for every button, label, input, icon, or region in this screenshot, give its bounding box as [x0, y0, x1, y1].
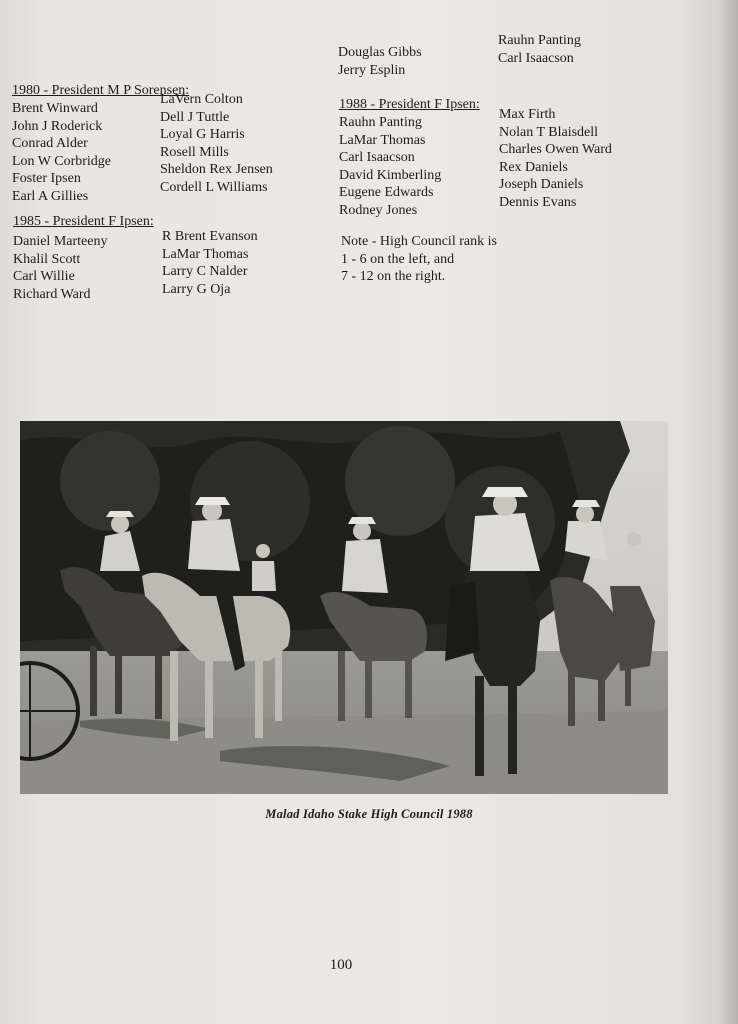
council-member: R Brent Evanson [162, 229, 258, 244]
section-1988-left-column [339, 114, 441, 219]
high-council-photo [20, 421, 668, 794]
council-member: Loyal G Harris [160, 127, 245, 142]
council-member: Max Firth [499, 107, 556, 122]
section-1980-heading: 1980 - President M P Sorensen: [12, 83, 190, 98]
section-1988-heading: 1988 - President F Ipsen: [339, 97, 480, 112]
section-1988-right-column [499, 106, 612, 211]
section-1985-right-column [162, 228, 258, 298]
council-member: Khalil Scott [13, 251, 81, 267]
council-member: Daniel Marteeny [13, 234, 108, 249]
council-member: Larry C Nalder [162, 264, 248, 279]
note-line: Note - High Council rank is [341, 234, 497, 249]
council-member: Conrad Alder [12, 136, 88, 151]
section-1980-right-column [160, 91, 273, 196]
section-1985 [13, 213, 258, 302]
parade-horses-illustration [20, 421, 668, 794]
section-1980 [12, 82, 273, 204]
section-1980-left-column [12, 100, 111, 205]
council-member: Larry G Oja [162, 281, 231, 297]
continued-right-column [498, 32, 581, 67]
council-member: Carl Isaacson [498, 50, 574, 66]
council-member: Charles Owen Ward [499, 142, 612, 157]
council-member: Douglas Gibbs [338, 45, 422, 60]
council-member: LaVern Colton [160, 92, 243, 107]
council-member: Rodney Jones [339, 202, 418, 218]
note-line: 1 - 6 on the left, and [341, 251, 455, 267]
council-member: Cordell L Williams [160, 179, 268, 195]
council-member: Sheldon Rex Jensen [160, 162, 273, 177]
council-member: Dennis Evans [499, 194, 577, 210]
note-line: 7 - 12 on the right. [341, 269, 446, 284]
council-member: Rex Daniels [499, 159, 568, 175]
council-member: Rauhn Panting [498, 33, 581, 48]
continued-left-column [338, 44, 422, 79]
council-member: Rosell Mills [160, 144, 229, 160]
section-1985-heading: 1985 - President F Ipsen: [13, 214, 154, 229]
section-1988 [339, 96, 612, 218]
council-member: Jerry Esplin [338, 62, 406, 78]
council-member: Earl A Gillies [12, 188, 89, 204]
rank-note [341, 233, 497, 286]
council-member: Dell J Tuttle [160, 109, 230, 125]
council-member: LaMar Thomas [339, 132, 426, 148]
council-member: David Kimberling [339, 167, 442, 183]
page-number: 100 [329, 957, 353, 973]
section-1985-left-column [13, 233, 107, 303]
council-member: Lon W Corbridge [12, 153, 112, 169]
council-member: Nolan T Blaisdell [499, 124, 599, 140]
photo-caption: Malad Idaho Stake High Council 1988 [265, 807, 473, 821]
council-member: LaMar Thomas [162, 246, 249, 262]
council-member: Eugene Edwards [339, 185, 434, 200]
council-member: Brent Winward [12, 101, 98, 116]
council-member: John J Roderick [12, 118, 103, 134]
council-member: Joseph Daniels [499, 177, 584, 192]
council-member: Rauhn Panting [339, 115, 422, 130]
page-spine-shadow [720, 0, 738, 1024]
council-member: Richard Ward [13, 286, 91, 302]
council-member: Carl Isaacson [339, 150, 415, 165]
council-member: Foster Ipsen [12, 171, 81, 186]
council-member: Carl Willie [13, 269, 75, 284]
